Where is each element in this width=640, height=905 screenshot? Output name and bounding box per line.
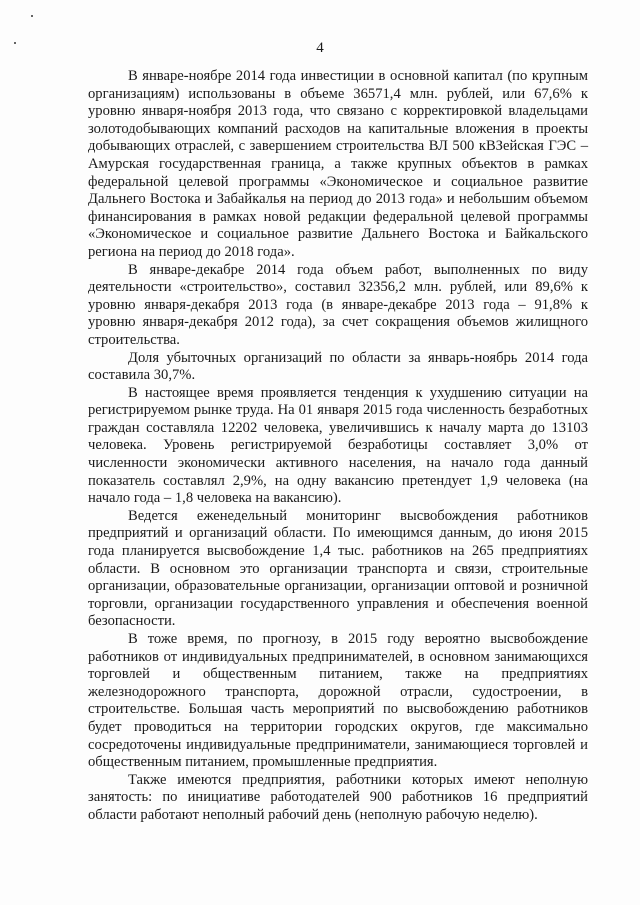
scan-speck [31, 15, 33, 17]
document-body [88, 68, 588, 825]
paragraph-labor-market: В настоящее время проявляется тенденция к ухудшению ситуации на регистрируемом рынке труда. На 01 января 2015 года численность безработных граждан составляла 12202 человека, увеличившись к началу марта до 13103 человека. Уровень регистрируемой безработицы составляет 3,0% от численности экономически активного населения, на начало года данный показатель составлял 2,9%, на одну вакансию претендует 1,9 человека (на начало года – 1,8 человека на вакансию). [88, 384, 588, 507]
paragraph-construction: В январе-декабре 2014 года объем работ, выполненных по виду деятельности «строительство», составил 32356,2 млн. рублей, или 89,6% к уровню января-декабря 2013 года (в январе-декабре 2013 года – 91,8% к уровню января-декабря 2012 года), за счет сокращения объемов жилищного строительства. [88, 261, 588, 348]
paragraph-part-time-employment: Также имеются предприятия, работники которых имеют неполную занятость: по инициативе работодателей 900 работников 16 предприятий области работают неполный рабочий день (неполную рабочую неделю). [88, 771, 588, 823]
paragraph-layoff-forecast: В тоже время, по прогнозу, в 2015 году вероятно высвобождение работников от индивидуальных предпринимателей, в основном занимающихся торговлей и общественным питанием, также на предприятиях железнодорожного транспорта, дорожной отрасли, судостроении, в строительстве. Большая часть мероприятий по высвобождению работников будет проводиться на территории городских округов, где максимально сосредоточены индивидуальные предприниматели, занимающиеся торговлей и общественным питанием, промышленные предприятия. [88, 631, 588, 771]
paragraph-investments: В январе-ноябре 2014 года инвестиции в основной капитал (по крупным организациям) использованы в объеме 36571,4 млн. рублей, или 67,6% к уровню января-ноября 2013 года, что связано с корректировкой владельцами золотодобывающих компаний расходов на капитальные вложения в проекты добывающих отраслей, с завершением строительства ВЛ 500 кВЗейская ГЭС – Амурская государственная граница, а также крупных объектов в рамках федеральной целевой программы «Экономическое и социальное развитие Дальнего Востока и Забайкалья на период до 2013 года» и небольшим объемом финансирования в рамках новой редакции федеральной целевой программы «Экономическое и социальное развитие Дальнего Востока и Байкальского региона на период до 2018 года». [88, 68, 588, 260]
page-number: 4 [316, 40, 324, 56]
paragraph-unprofitable-organizations: Доля убыточных организаций по области за январь-ноябрь 2014 года составила 30,7%. [88, 349, 588, 384]
paragraph-layoff-monitoring: Ведется еженедельный мониторинг высвобождения работников предприятий и организаций области. По имеющимся данным, до июня 2015 года планируется высвобождение 1,4 тыс. работников на 265 предприятиях области. В основном это организации транспорта и связи, строительные организации, образовательные организации, организации оптовой и розничной торговли, организации государственного управления и обеспечения военной безопасности. [88, 507, 588, 630]
